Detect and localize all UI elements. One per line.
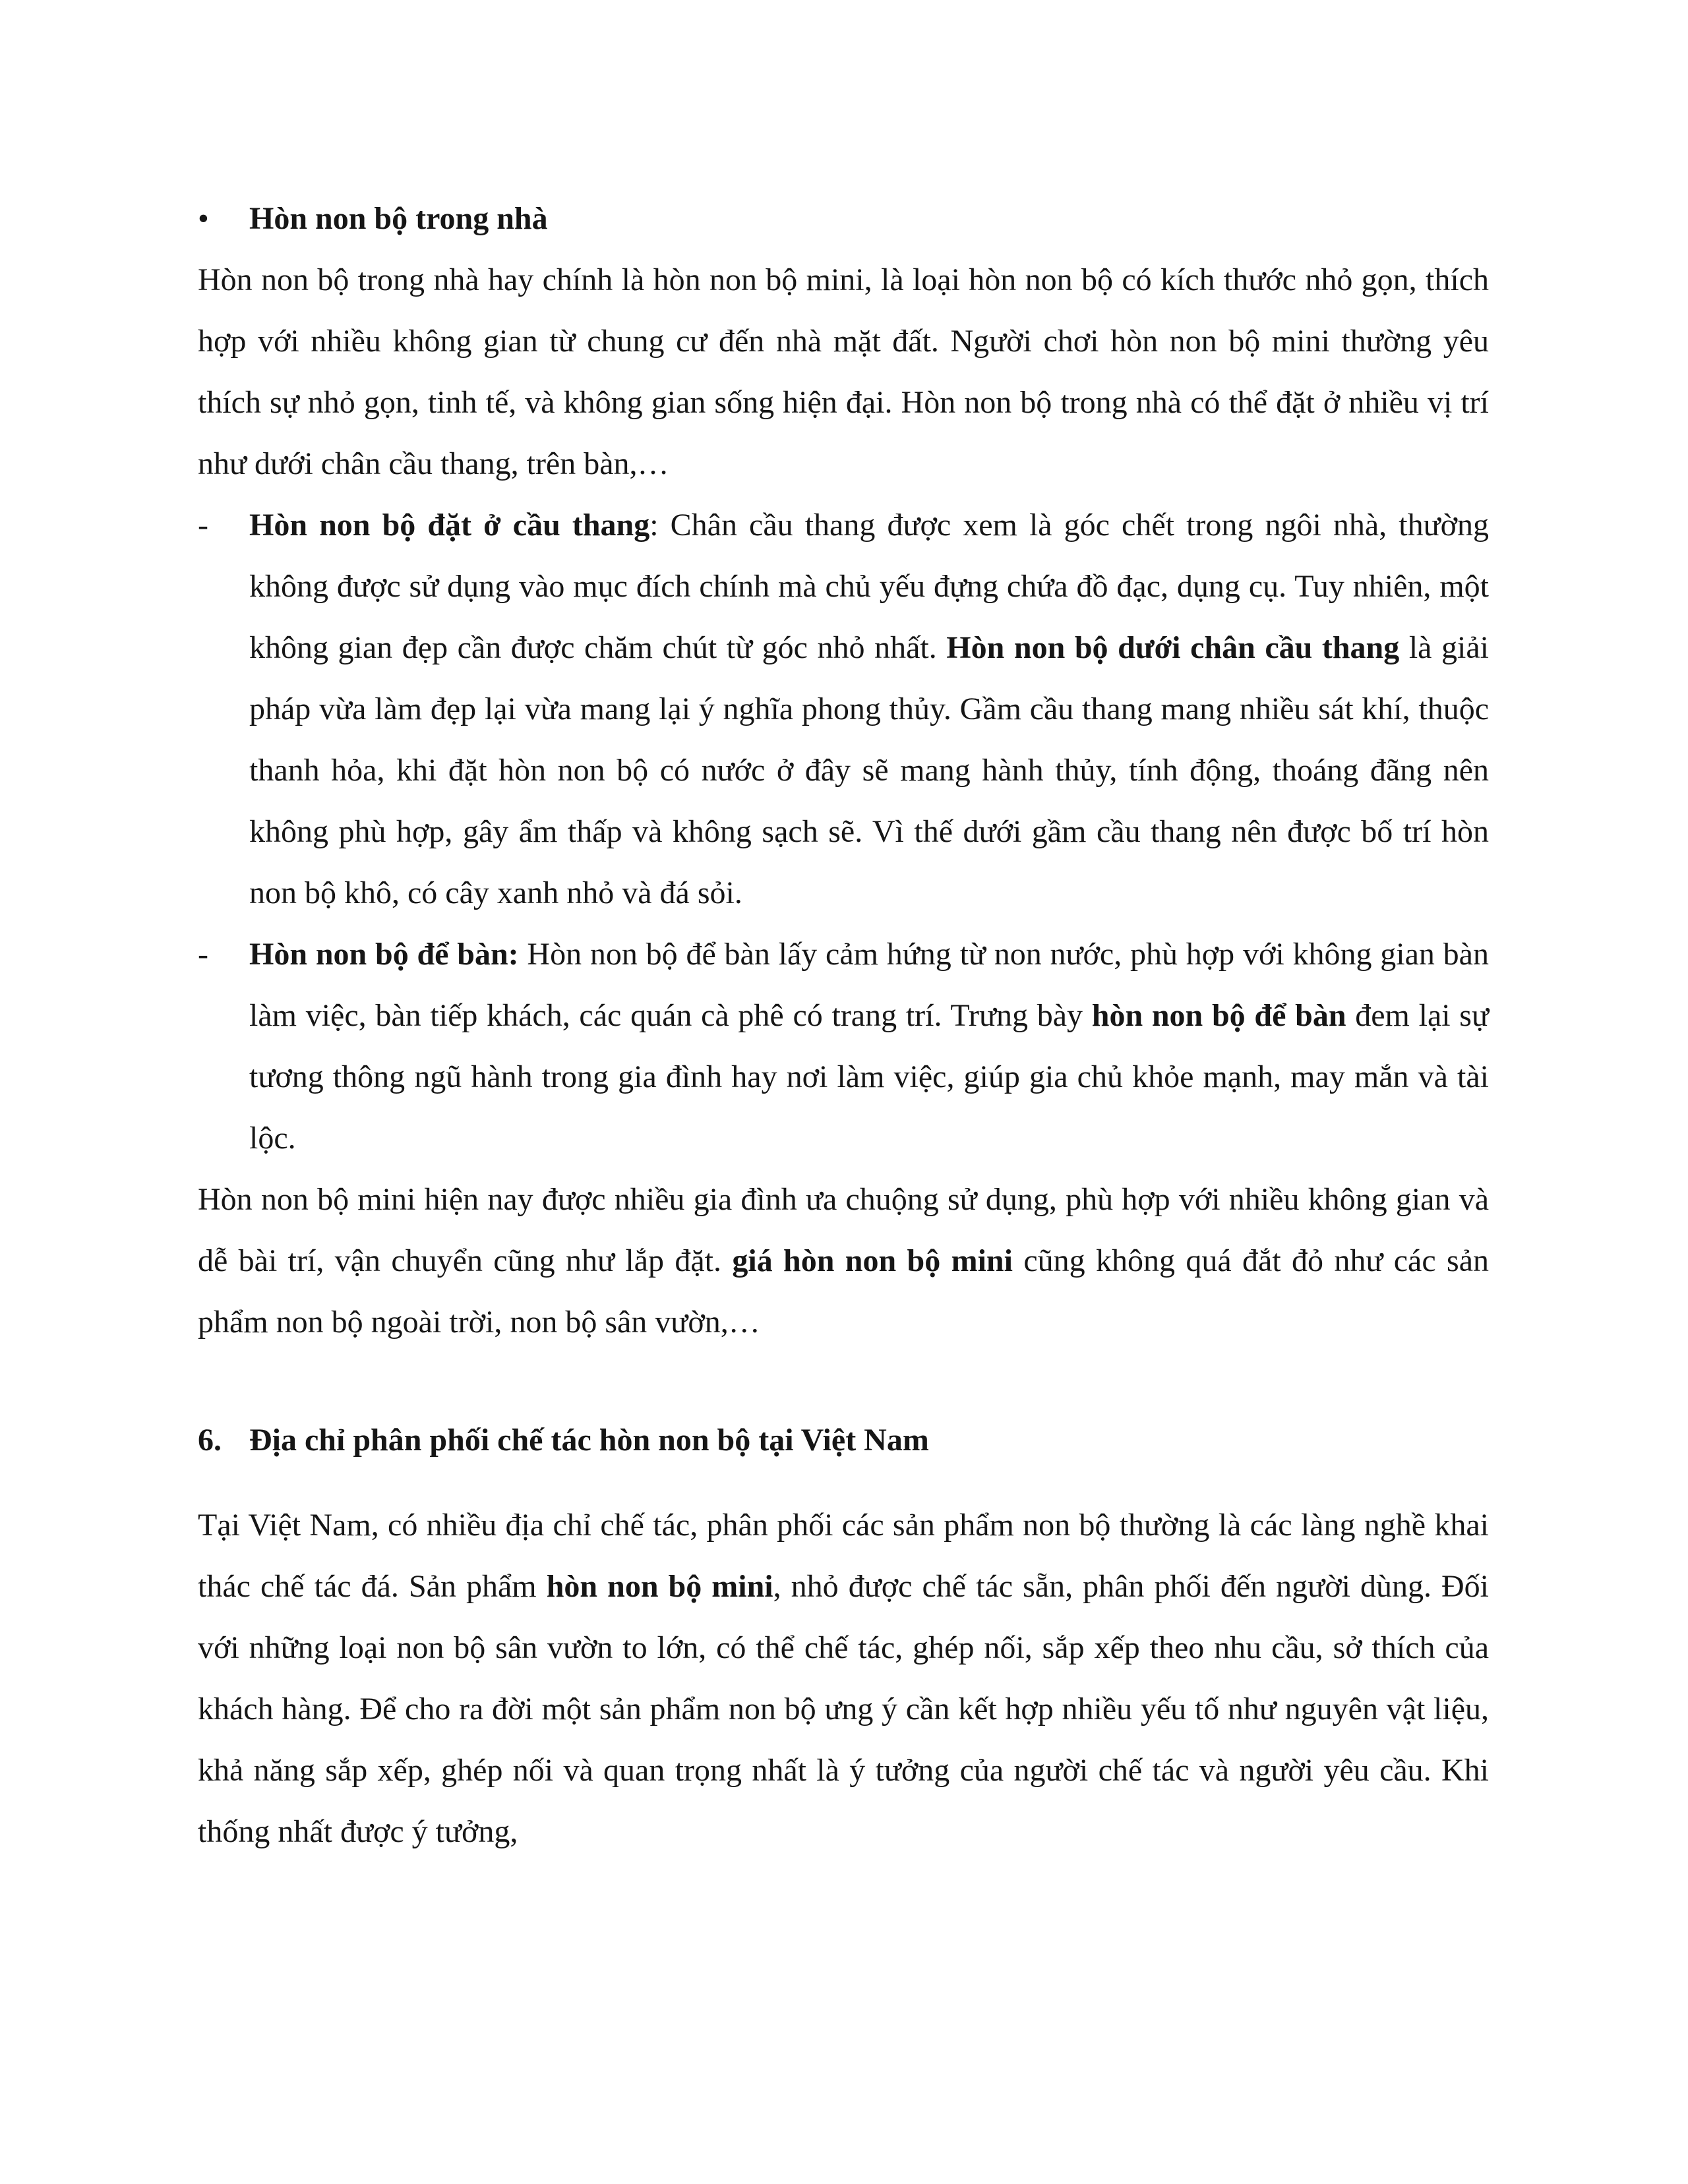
list-item-text: là giải pháp vừa làm đẹp lại vừa mang lại ý nghĩa phong thủy. Gầm cầu thang mang nhiều sát khí, thuộc thanh hỏa, khi đặt hòn non bộ có nước ở đây sẽ mang hành thủy, tính động, thoáng đãng nên không phù hợp, gây ẩm thấp và không sạch sẽ. Vì thế dưới gầm cầu thang nên được bố trí hòn non bộ khô, có cây xanh nhỏ và đá sỏi.	[249, 630, 1490, 910]
list-item-text: : Chân cầu thang được xem là góc chết trong ngôi nhà, thường không được sử dụng vào mục đích chính mà chủ yếu đựng chứa đồ đạc, dụng cụ. Tuy nhiên, một không gian đẹp cần được chăm chút từ góc nhỏ nhất.	[249, 508, 1489, 665]
list-item-desk	[198, 924, 1489, 1169]
bullet-heading	[198, 188, 1489, 249]
dash-marker: -	[198, 937, 208, 972]
dash-marker: -	[198, 508, 208, 543]
document-content	[198, 188, 1489, 1862]
list-item-text: đem lại sự tương thông ngũ hành trong gia đình hay nơi làm việc, giúp gia chủ khỏe mạnh, may mắn và tài lộc.	[249, 998, 1490, 1156]
section-bold: hòn non bộ mini	[546, 1569, 773, 1604]
list-item-lead: Hòn non bộ để bàn:	[249, 937, 519, 972]
section-text: Tại Việt Nam, có nhiều địa chỉ chế tác, phân phối các sản phẩm non bộ thường là các làng nghề khai thác chế tác đá. Sản phẩm	[198, 1508, 1489, 1604]
list-item-stairs	[198, 494, 1489, 924]
section-title: Địa chỉ phân phối chế tác hòn non bộ tại Việt Nam	[249, 1423, 929, 1458]
section-heading	[198, 1409, 1489, 1471]
intro-paragraph: Hòn non bộ trong nhà hay chính là hòn non bộ mini, là loại hòn non bộ có kích thước nhỏ gọn, thích hợp với nhiều không gian từ chung cư đến nhà mặt đất. Người chơi hòn non bộ mini thường yêu thích sự nhỏ gọn, tinh tế, và không gian sống hiện đại. Hòn non bộ trong nhà có thể đặt ở nhiều vị trí như dưới chân cầu thang, trên bàn,…	[198, 262, 1489, 481]
summary-bold: giá hòn non bộ mini	[732, 1243, 1013, 1278]
section-number: 6.	[198, 1423, 222, 1458]
section-text: , nhỏ được chế tác sẵn, phân phối đến người dùng. Đối với những loại non bộ sân vườn to lớn, có thể chế tác, ghép nối, sắp xếp theo nhu cầu, sở thích của khách hàng. Để cho ra đời một sản phẩm non bộ ưng ý cần kết hợp nhiều yếu tố như nguyên vật liệu, khả năng sắp xếp, ghép nối và quan trọng nhất là ý tưởng của người chế tác và người yêu cầu. Khi thống nhất được ý tưởng,	[198, 1569, 1490, 1849]
list-item-text: Hòn non bộ để bàn lấy cảm hứng từ non nước, phù hợp với không gian bàn làm việc, bàn tiếp khách, các quán cà phê có trang trí. Trưng bày	[249, 937, 1489, 1033]
bullet-marker: •	[198, 201, 209, 236]
section-paragraph	[198, 1494, 1489, 1862]
list-item-bold: hòn non bộ để bàn	[1091, 998, 1346, 1033]
summary-text: Hòn non bộ mini hiện nay được nhiều gia đình ưa chuộng sử dụng, phù hợp với nhiều không gian và dễ bài trí, vận chuyển cũng như lắp đặt.	[198, 1182, 1489, 1278]
bullet-title: Hòn non bộ trong nhà	[249, 201, 548, 236]
list-item-lead: Hòn non bộ đặt ở cầu thang	[249, 508, 650, 543]
summary-paragraph	[198, 1169, 1489, 1353]
list-item-bold: Hòn non bộ dưới chân cầu thang	[946, 630, 1400, 665]
summary-text: cũng không quá đắt đỏ như các sản phẩm non bộ ngoài trời, non bộ sân vườn,…	[198, 1243, 1490, 1340]
